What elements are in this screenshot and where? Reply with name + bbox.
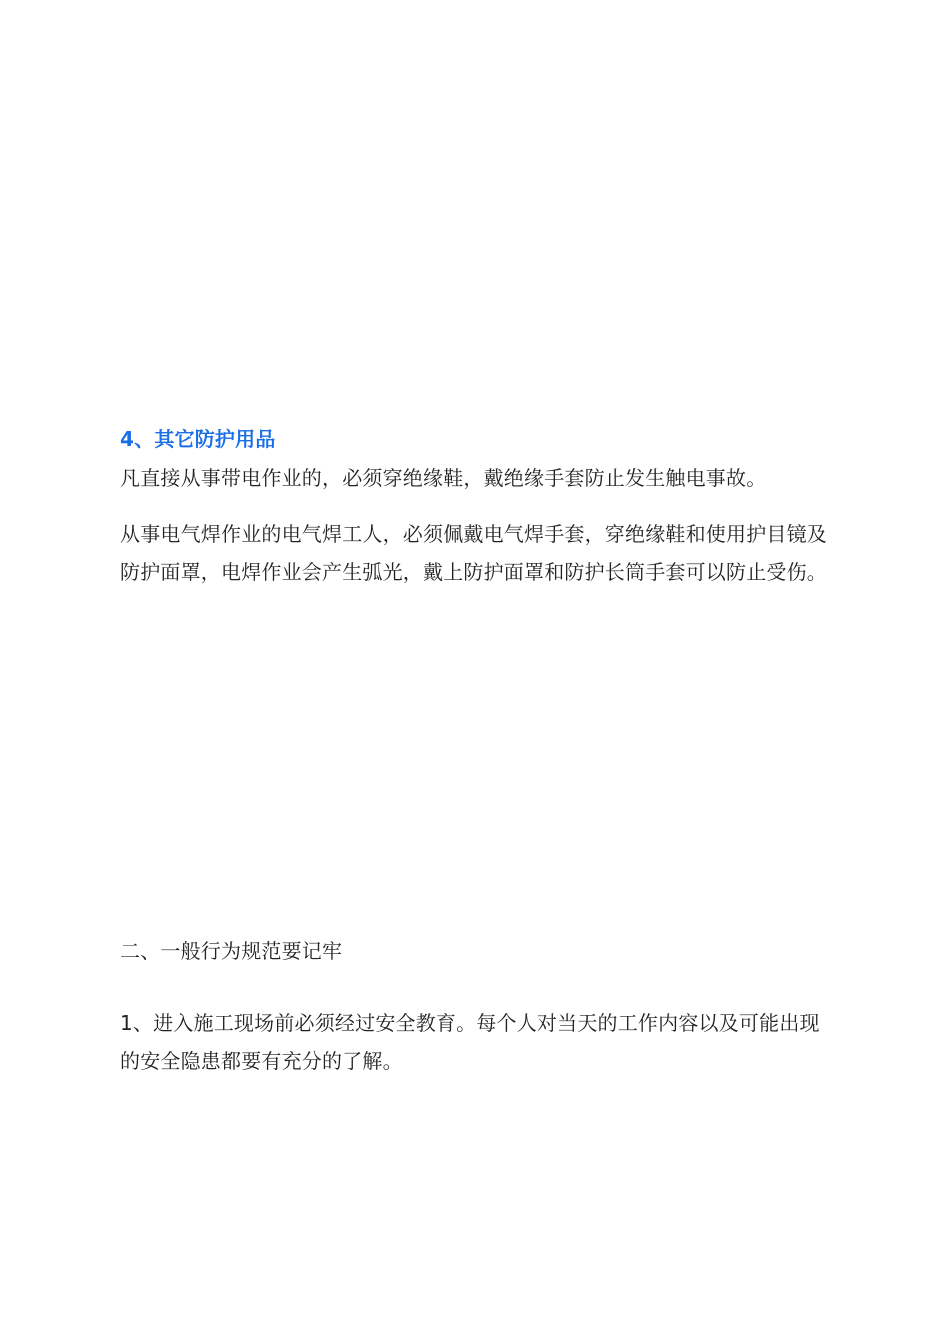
paragraph-welding-protection: 从事电气焊作业的电气焊工人，必须佩戴电气焊手套，穿绝缘鞋和使用护目镜及防护面罩，电焊作业会产生弧光，戴上防护面罩和防护长筒手套可以防止受伤。 (120, 522, 827, 584)
rule-item-safety-education: 1、进入施工现场前必须经过安全教育。每个人对当天的工作内容以及可能出现的安全隐患都要有充分的了解。 (120, 1011, 820, 1073)
section-heading-protective-gear: 4、其它防护用品 (120, 427, 276, 451)
section-heading-behavior-rules: 二、一般行为规范要记牢 (120, 939, 343, 963)
paragraph-live-work-insulation: 凡直接从事带电作业的，必须穿绝缘鞋，戴绝缘手套防止发生触电事故。 (120, 466, 767, 490)
